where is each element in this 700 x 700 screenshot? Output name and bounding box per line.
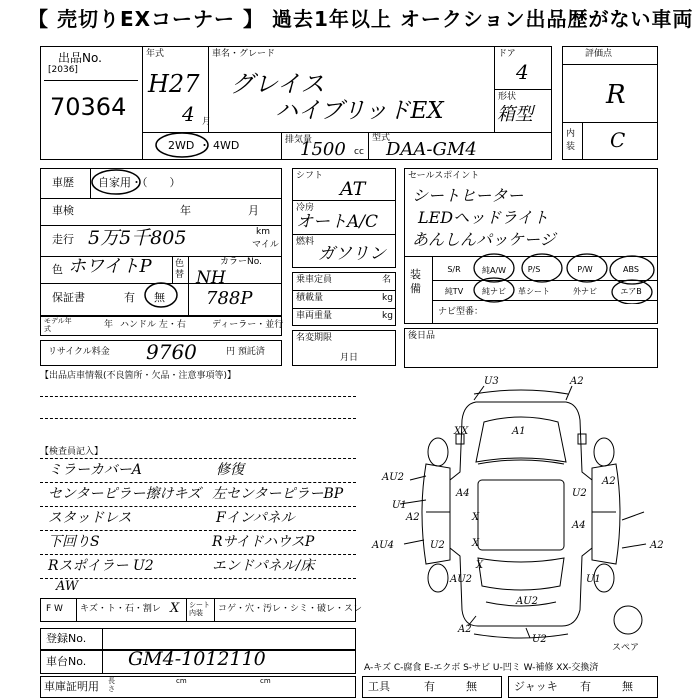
interior-value: C xyxy=(610,128,626,152)
mark-x-rear: X xyxy=(476,560,484,571)
type-value: DAA-GM4 xyxy=(386,139,477,160)
mark-xx: XX xyxy=(454,426,469,437)
jack-label: ジャッキ xyxy=(514,680,558,693)
ac-value: オートA/C xyxy=(296,212,379,232)
equipment-circles xyxy=(432,248,658,304)
mark-a4-left: A4 xyxy=(456,488,470,499)
mark-a2-far: A2 xyxy=(650,540,664,551)
history-options: 自家用・（ ） xyxy=(98,176,181,189)
displacement-label: 排気量 xyxy=(285,135,313,145)
car-damage-diagram xyxy=(366,372,666,662)
mark-a4-right: A4 xyxy=(572,520,586,531)
warranty-label: 保証書 xyxy=(52,291,85,304)
note-right-4: RサイドハウスP xyxy=(212,534,315,550)
month-value: 4 xyxy=(182,102,195,126)
door-value: 4 xyxy=(516,60,529,84)
ac-label: 冷房 xyxy=(296,203,315,213)
sales-item-3: あんしんパッケージ xyxy=(412,230,556,249)
mark-u1-right: U1 xyxy=(586,574,601,585)
note-right-2: 左センターピラーBP xyxy=(212,486,344,502)
note-left-1: ミラーカバーA xyxy=(48,462,142,478)
warranty-no: 無 xyxy=(154,291,165,304)
equipment-label: 装備 xyxy=(410,268,421,296)
color-change: 色替 xyxy=(175,259,185,280)
drive-4wd: 4WD xyxy=(213,139,240,152)
mark-au4: AU4 xyxy=(372,540,395,551)
mark-a2-bottom: A2 xyxy=(458,624,472,635)
type-label: 型式 xyxy=(372,133,391,143)
recycle-value: 9760 xyxy=(146,340,197,364)
mark-au2-left: AU2 xyxy=(382,472,405,483)
chassis-label: 車台No. xyxy=(46,655,87,668)
mark-a2-left: A2 xyxy=(406,512,420,523)
cert-label: 車庫証明用 xyxy=(44,680,99,693)
after-day-block xyxy=(404,328,658,368)
color-value: ホワイトP xyxy=(68,256,152,277)
shape-value: 箱型 xyxy=(497,104,533,125)
note-left-4: 下回りS xyxy=(48,534,100,550)
fuel-value: ガソリン xyxy=(318,244,386,264)
tools-label: 工具 xyxy=(368,680,390,693)
note-right-5: エンドパネル/床 xyxy=(212,558,315,574)
sales-item-2: LEDヘッドライト xyxy=(418,208,549,227)
history-label: 車歴 xyxy=(52,176,74,189)
door-label: ドア xyxy=(498,49,516,59)
spare-label: スペア xyxy=(612,643,640,653)
shift-label: シフト xyxy=(296,171,324,181)
mark-au2-bottom: AU2 xyxy=(516,596,539,607)
sales-item-1: シートヒーター xyxy=(412,186,524,205)
colorno-line2: 788P xyxy=(206,288,253,309)
model-name: グレイス xyxy=(230,70,325,98)
model-label: 車名・グレード xyxy=(212,49,276,59)
lot-label: 出品No. xyxy=(58,51,102,65)
year-label: 年式 xyxy=(146,49,165,59)
shape-label: 形状 xyxy=(498,92,517,102)
page-banner: 【 売切りEXコーナー 】 過去1年以上 オークション出品歴がない車両 xyxy=(28,6,694,31)
note-right-1: 修復 xyxy=(216,462,244,478)
chassis-value: GM4-1012110 xyxy=(128,648,266,670)
mark-u2-left: U2 xyxy=(430,540,445,551)
mark-x-mid: X xyxy=(472,538,480,549)
model-grade: ハイブリッドEX xyxy=(275,98,444,124)
mark-au2-rear: AU2 xyxy=(450,574,473,585)
color-label: 色 xyxy=(52,263,63,276)
colorno-line1: NH xyxy=(196,268,226,288)
history-circle xyxy=(90,164,142,198)
month-unit: 月 xyxy=(202,117,212,127)
score-label: 評価点 xyxy=(585,49,613,59)
drive-circle xyxy=(154,130,210,160)
mark-u2-right: U2 xyxy=(572,488,587,499)
note-left-2: センターピラー擦けキズ xyxy=(48,486,202,502)
interior-label: 内装 xyxy=(566,129,576,152)
mark-u1-left: U1 xyxy=(392,500,407,511)
mark-a1: A1 xyxy=(512,426,526,437)
mark-u3: U3 xyxy=(484,376,499,387)
mileage-label: 走行 xyxy=(52,233,74,246)
lot-tag: [2036] xyxy=(48,65,78,75)
registration-row xyxy=(40,628,356,650)
fuel-label: 燃料 xyxy=(296,237,315,247)
mark-u2-bottom: U2 xyxy=(532,634,547,645)
inspection-label: 車検 xyxy=(52,204,74,217)
score-value: R xyxy=(606,80,626,110)
mileage-value: 5万5千805 xyxy=(88,227,187,249)
note-left-3: スタッドレス xyxy=(48,510,132,526)
dealer-info-header: 【出品店車情報(不良箇所・欠品・注意事項等)】 xyxy=(40,371,237,381)
mark-a2-top: A2 xyxy=(570,376,584,387)
note-left-5: Rスポイラー U2 xyxy=(48,558,154,574)
warranty-circle xyxy=(142,280,182,310)
note-left-6: AW xyxy=(56,579,79,594)
displacement-value: 1500 xyxy=(300,139,346,160)
damage-legend: A-キズ C-腐食 E-エクボ S-サビ U-凹ミ W-補修 XX-交換済 xyxy=(364,663,599,673)
lot-number: 70364 xyxy=(50,93,127,121)
note-right-3: Fインパネル xyxy=(216,510,295,526)
registration-label: 登録No. xyxy=(46,632,87,645)
mark-x-left: X xyxy=(472,512,480,523)
recycle-label: リサイクル料金 xyxy=(48,347,110,357)
year-value: H27 xyxy=(148,70,200,98)
drive-2wd: 2WD xyxy=(168,139,195,152)
sales-label: セールスポイント xyxy=(408,171,480,181)
colorno-label: カラーNo. xyxy=(220,257,262,267)
shift-value: AT xyxy=(340,178,366,200)
mark-a2-right: A2 xyxy=(602,476,616,487)
notes-header: 【検査員記入】 xyxy=(40,447,104,457)
